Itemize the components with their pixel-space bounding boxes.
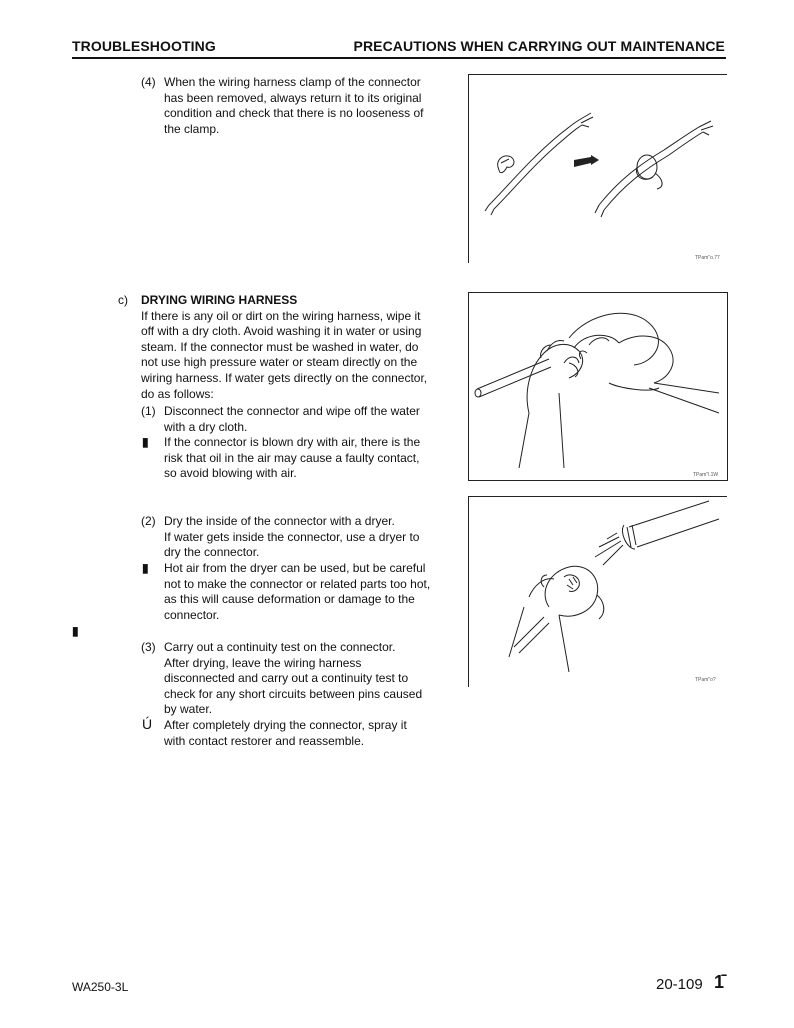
step-4-text	[164, 75, 440, 137]
figure-clamp	[468, 74, 727, 263]
dryer-illustration	[469, 497, 727, 687]
step-3-line: by water.	[164, 702, 213, 717]
step-3-line: Carry out a continuity test on the connector.	[164, 640, 396, 654]
step-4-line: the clamp.	[164, 121, 220, 136]
footer-revision-icon: 1̄	[714, 972, 725, 992]
step-2-note-line: connector.	[164, 607, 220, 622]
step-2-note	[164, 561, 440, 623]
header-page-title: PRECAUTIONS WHEN CARRYING OUT MAINTENANCE	[353, 38, 725, 54]
step-2-note-line: Hot air from the dryer can be used, but be careful	[164, 561, 426, 575]
footer-page-number: 20-109	[656, 976, 703, 993]
figure-2-code: TPam"l.1W	[693, 472, 719, 478]
footer-model: WA250-3L	[72, 980, 129, 994]
figure-wiping	[468, 292, 728, 481]
section-c-letter: c)	[118, 293, 128, 307]
step-3-tip-icon: Ú	[142, 716, 153, 732]
step-3-note-line: After completely drying the connector, spray it	[164, 718, 407, 732]
step-2-line: If water gets inside the connector, use a dryer to	[164, 529, 420, 544]
section-c-body	[141, 293, 440, 402]
section-c-line: off with a dry cloth. Avoid washing it in water or using	[141, 324, 422, 339]
step-3-line: disconnected and carry out a continuity test to	[164, 671, 409, 686]
margin-revision-icon: ▮	[72, 624, 79, 638]
step-2-line: dry the connector.	[164, 545, 260, 560]
section-c-line: wiring harness. If water gets directly on the connector,	[141, 370, 428, 385]
figure-dryer	[468, 496, 727, 687]
step-2-note-line: as this will cause deformation or damage to the	[164, 592, 415, 607]
step-4-line: condition and check that there is no looseness of	[164, 106, 424, 121]
step-3-note-line: with contact restorer and reassemble.	[164, 733, 365, 748]
step-2-text	[164, 514, 440, 561]
step-1-note-line: risk that oil in the air may cause a faulty contact,	[164, 450, 420, 465]
step-1-number: (1)	[141, 404, 156, 418]
step-2-number: (2)	[141, 514, 156, 528]
step-2-caution-icon: ▮	[142, 561, 149, 575]
step-3-note	[164, 718, 440, 749]
step-2-line: Dry the inside of the connector with a dryer.	[164, 514, 395, 528]
section-c-line: steam. If the connector must be washed in water, do	[141, 339, 419, 354]
section-c-line: If there is any oil or dirt on the wiring harness, wipe it	[141, 308, 421, 323]
step-4-line: When the wiring harness clamp of the connector	[164, 75, 421, 89]
step-3-line: check for any short circuits between pins caused	[164, 686, 423, 701]
step-1-note-line: so avoid blowing with air.	[164, 466, 297, 481]
header-rule	[72, 57, 726, 59]
section-c-line: do as follows:	[141, 386, 214, 401]
step-3-number: (3)	[141, 640, 156, 654]
step-3-text	[164, 640, 440, 718]
step-1-text	[164, 404, 440, 435]
step-1-note-line: If the connector is blown dry with air, there is the	[164, 435, 421, 449]
step-3-line: After drying, leave the wiring harness	[164, 655, 362, 670]
step-1-caution-icon: ▮	[142, 435, 149, 449]
wiping-illustration	[469, 293, 727, 480]
step-1-line: with a dry cloth.	[164, 419, 248, 434]
step-4-number: (4)	[141, 75, 156, 89]
step-2-note-line: not to make the connector or related parts too hot,	[164, 576, 431, 591]
section-c-title: DRYING WIRING HARNESS	[141, 293, 298, 307]
section-c-line: not use high pressure water or steam directly on the	[141, 355, 418, 370]
step-1-line: Disconnect the connector and wipe off the water	[164, 404, 420, 418]
figure-3-code: TPam"o?	[695, 677, 716, 683]
header-section-title: TROUBLESHOOTING	[72, 38, 216, 54]
step-1-note	[164, 435, 440, 482]
clamp-illustration	[469, 75, 727, 263]
figure-1-code: TPam"o.77	[695, 255, 720, 261]
step-4-line: has been removed, always return it to its original	[164, 90, 422, 105]
